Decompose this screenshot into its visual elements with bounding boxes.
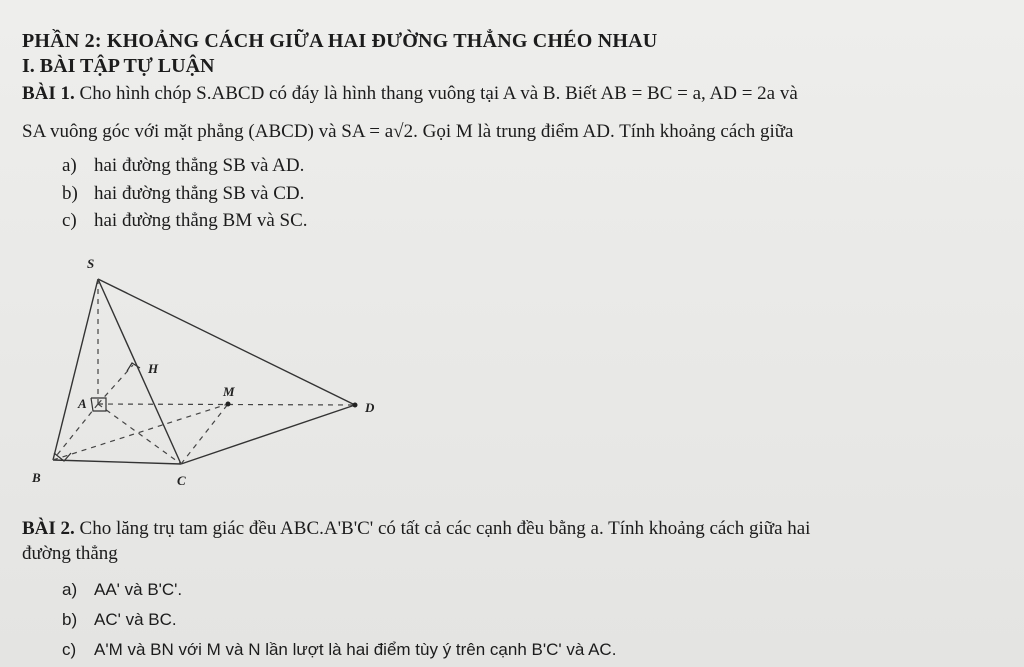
label-H: H bbox=[148, 361, 159, 376]
exercise1-item-c bbox=[62, 210, 308, 232]
edge-CD bbox=[181, 405, 355, 464]
label-C: C bbox=[177, 473, 186, 488]
label-D: D bbox=[365, 400, 375, 415]
exercise1-item-b bbox=[62, 183, 304, 205]
edge-BC bbox=[53, 460, 181, 464]
subsection-title: I. BÀI TẬP TỰ LUẬN bbox=[22, 55, 215, 77]
item-text: hai đường thẳng SB và CD. bbox=[94, 183, 305, 204]
label-A: A bbox=[78, 396, 87, 411]
item-text: AA' và B'C'. bbox=[94, 580, 183, 599]
exercise2-item-c bbox=[62, 640, 616, 660]
exercise1-line1-text: Cho hình chóp S.ABCD có đáy là hình thang vuông tại A và B. Biết AB = BC = a, AD = 2a và bbox=[79, 83, 798, 104]
label-S: S bbox=[87, 256, 95, 271]
exercise2-line1 bbox=[22, 518, 810, 540]
edge-BM bbox=[53, 404, 228, 460]
item-text: hai đường thẳng BM và SC. bbox=[94, 210, 308, 231]
exercise2-label: BÀI 2. bbox=[22, 518, 75, 539]
exercise1-line2: SA vuông góc với mặt phẳng (ABCD) và SA = a√2. Gọi M là trung điểm AD. Tính khoảng cách giữa bbox=[22, 121, 794, 142]
item-text: A'M và BN với M và N lần lượt là hai điểm tùy ý trên cạnh B'C' và AC. bbox=[94, 640, 617, 659]
item-label: b) bbox=[62, 183, 78, 204]
edge-CM bbox=[181, 404, 228, 464]
exercise2-line1-text: Cho lăng trụ tam giác đều ABC.A'B'C' có tất cả các cạnh đều bằng a. Tính khoảng cách giữa hai bbox=[79, 518, 811, 539]
edge-SC bbox=[98, 279, 181, 464]
exercise1-label: BÀI 1. bbox=[22, 83, 75, 104]
point-D-marker bbox=[353, 403, 358, 408]
exercise2-item-a bbox=[62, 580, 182, 600]
label-B: B bbox=[32, 470, 41, 485]
item-text: AC' và BC. bbox=[94, 610, 177, 629]
exercise2-item-b bbox=[62, 610, 177, 630]
item-label: c) bbox=[62, 210, 77, 231]
item-text: hai đường thẳng SB và AD. bbox=[94, 155, 305, 176]
label-M: M bbox=[223, 384, 235, 399]
exercise1-item-a bbox=[62, 155, 304, 177]
point-M-marker bbox=[226, 402, 231, 407]
item-label: b) bbox=[62, 610, 78, 629]
edge-AC bbox=[98, 404, 181, 464]
section-title: PHẦN 2: KHOẢNG CÁCH GIỮA HAI ĐƯỜNG THẲNG CHÉO NHAU bbox=[22, 30, 658, 52]
pyramid-figure bbox=[20, 245, 400, 495]
edge-SB bbox=[53, 279, 98, 460]
item-label: a) bbox=[62, 155, 77, 176]
exercise2-line2: đường thẳng bbox=[22, 543, 118, 564]
item-label: c) bbox=[62, 640, 77, 659]
item-label: a) bbox=[62, 580, 78, 599]
exercise1-line1 bbox=[22, 83, 798, 105]
